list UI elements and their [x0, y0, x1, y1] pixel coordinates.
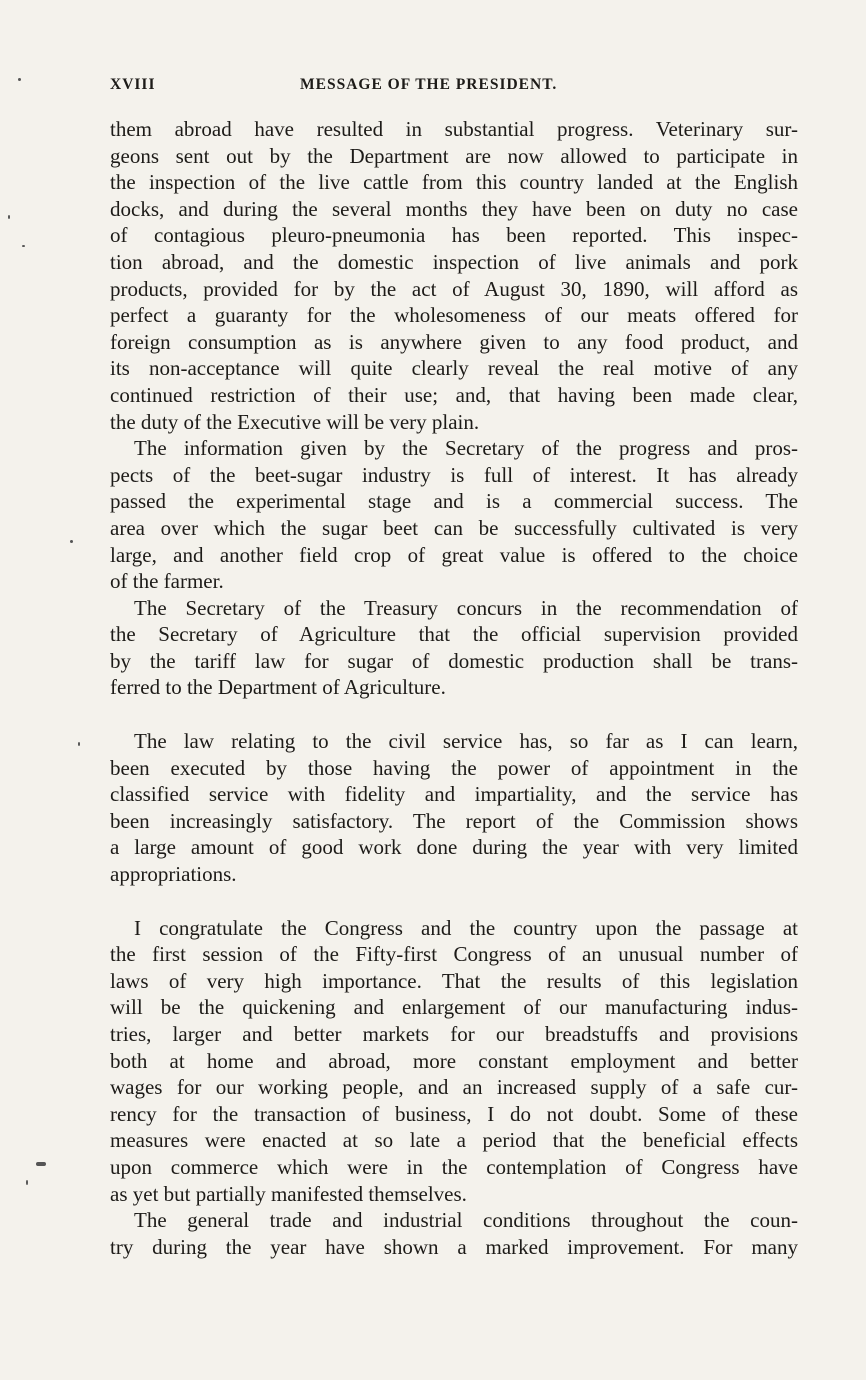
running-head: MESSAGE OF THE PRESIDENT.	[300, 76, 558, 93]
text-line: been executed by those having the power of appointment in the	[110, 755, 798, 780]
scan-speck	[18, 78, 21, 81]
text-line: I congratulate the Congress and the country upon the passage at	[134, 915, 798, 940]
text-line: The law relating to the civil service has, so far as I can learn,	[134, 729, 798, 754]
text-line: rency for the transaction of business, I do not doubt. Some of these	[110, 1101, 798, 1126]
text-line: geons sent out by the Department are now allowed to participate in	[110, 143, 798, 168]
text-line: area over which the sugar beet can be successfully cultivated is very	[110, 515, 798, 540]
section-gap	[110, 701, 798, 728]
scan-speck	[26, 1180, 28, 1185]
text-line: laws of very high importance. That the results of this legislation	[110, 968, 798, 993]
text-line: tries, larger and better markets for our breadstuffs and provisions	[110, 1022, 798, 1046]
paragraph-congress	[110, 915, 798, 1208]
text-line: appropriations.	[110, 862, 237, 887]
body-text	[110, 116, 798, 1260]
paragraph-treasury	[110, 595, 798, 701]
text-line: The information given by the Secretary of the progress and pros-	[134, 436, 798, 461]
text-line: been increasingly satisfactory. The report of the Commission shows	[110, 808, 798, 833]
text-line: them abroad have resulted in substantial progress. Veterinary sur-	[110, 117, 798, 141]
text-line: large, and another field crop of great value is offered to the choice	[110, 542, 798, 567]
text-line: docks, and during the several months they have been on duty no case	[110, 196, 798, 221]
scan-speck	[22, 245, 25, 247]
text-line: foreign consumption as is anywhere given to any food product, and	[110, 329, 798, 354]
text-line: The Secretary of the Treasury concurs in the recommendation of	[134, 595, 798, 620]
text-line: The general trade and industrial conditions throughout the coun-	[134, 1208, 798, 1233]
text-line: as yet but partially manifested themselves.	[110, 1181, 467, 1206]
scan-speck	[78, 742, 80, 746]
paragraph-veterinary	[110, 116, 798, 435]
paragraph-beet-sugar	[110, 435, 798, 595]
text-line: the duty of the Executive will be very plain.	[110, 409, 480, 434]
text-line: measures were enacted at so late a period that the beneficial effects	[110, 1128, 798, 1153]
text-line: the first session of the Fifty-first Congress of an unusual number of	[110, 942, 798, 967]
section-gap	[110, 888, 798, 915]
text-line: continued restriction of their use; and, that having been made clear,	[110, 382, 798, 407]
text-line: passed the experimental stage and is a commercial success. The	[110, 489, 798, 514]
page-number: XVIII	[110, 76, 156, 93]
page-header	[110, 76, 810, 100]
text-line: upon commerce which were in the contemplation of Congress have	[110, 1154, 798, 1179]
text-line: tion abroad, and the domestic inspection of live animals and pork	[110, 249, 798, 274]
text-line: its non-acceptance will quite clearly reveal the real motive of any	[110, 356, 798, 381]
scan-speck	[8, 215, 10, 219]
text-line: the inspection of the live cattle from this country landed at the English	[110, 170, 798, 195]
text-line: of contagious pleuro-pneumonia has been reported. This inspec-	[110, 223, 798, 248]
text-line: both at home and abroad, more constant employment and better	[110, 1048, 798, 1073]
text-line: perfect a guaranty for the wholesomeness of our meats offered for	[110, 303, 798, 328]
scan-speck	[70, 540, 73, 543]
text-line: of the farmer.	[110, 569, 224, 594]
text-line: a large amount of good work done during the year with very limited	[110, 835, 798, 860]
paragraph-civil-service	[110, 728, 798, 888]
text-line: wages for our working people, and an increased supply of a safe cur-	[110, 1075, 798, 1100]
text-line: classified service with fidelity and impartiality, and the service has	[110, 782, 798, 807]
text-line: the Secretary of Agriculture that the official supervision provided	[110, 622, 798, 647]
paragraph-trade-conditions	[110, 1207, 798, 1260]
text-line: try during the year have shown a marked improvement. For many	[110, 1234, 798, 1259]
text-line: will be the quickening and enlargement of our manufacturing indus-	[110, 995, 798, 1020]
text-line: products, provided for by the act of August 30, 1890, will afford as	[110, 276, 798, 301]
scan-speck	[36, 1162, 46, 1166]
text-line: ferred to the Department of Agriculture.	[110, 675, 446, 700]
text-line: by the tariff law for sugar of domestic production shall be trans-	[110, 648, 798, 673]
text-line: pects of the beet-sugar industry is full of interest. It has already	[110, 462, 798, 487]
